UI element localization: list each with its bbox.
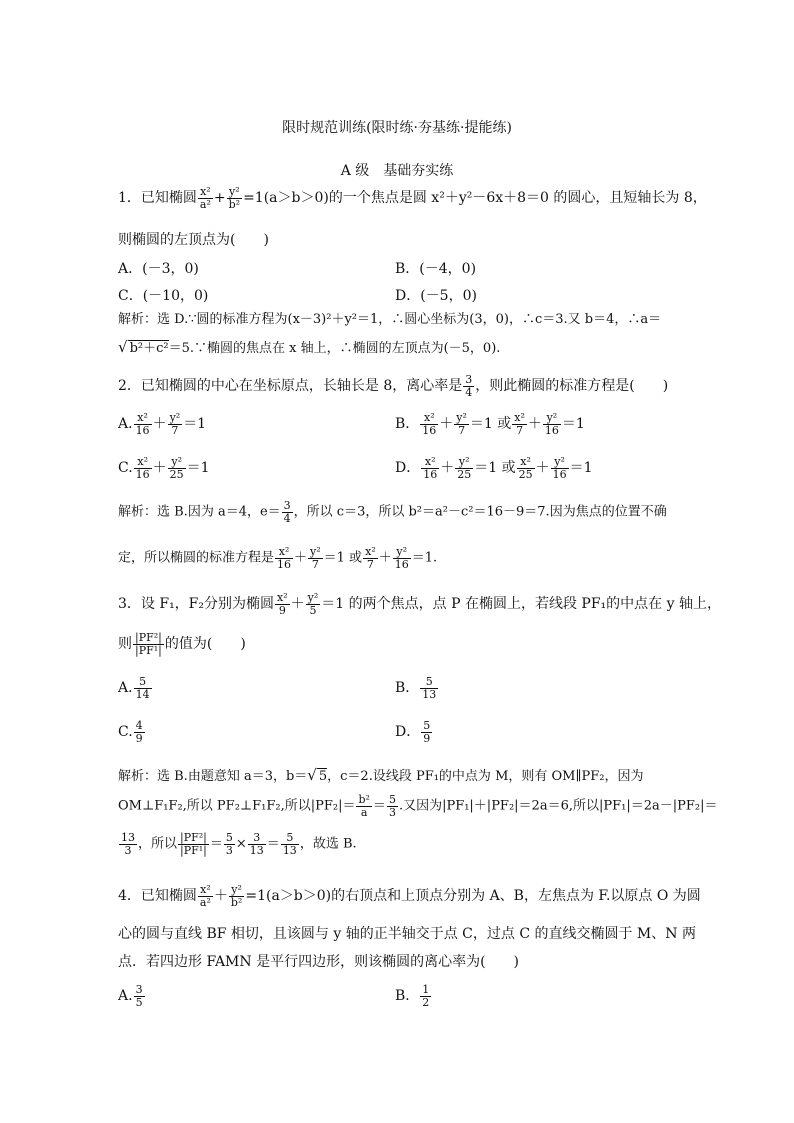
option-d: D．(－5，0) — [395, 288, 477, 304]
section-heading: A 级 基础夯实练 — [340, 163, 454, 179]
option-c: C. $\frac{\text{x²}}{16}$ ＋ $\frac{\text{y²}}{25}$ ＝1 — [118, 455, 210, 481]
solution-3-line1: 解析：选 B.由题意知 a＝3，b＝√ 5，c＝2.设线段 PF₁的中点为 M，则有 OM∥PF₂，因为 — [118, 766, 644, 784]
solution-1-line2: √ b²＋c²＝5.∵椭圆的焦点在 x 轴上，∴椭圆的左顶点为(－5，0). — [118, 338, 501, 356]
solution-2-line1: 解析：选 B.因为 a＝4，e＝ $\frac{3}{4}$ ，所以 c＝3，所以 b²＝a²－c²＝16－9＝7.因为焦点的位置不确 — [118, 499, 667, 525]
page-title: 限时规范训练(限时练·夯基练·提能练) — [282, 120, 512, 136]
question-3-stem-line2: 则 $\frac{\text{|PF²|}}{\text{|PF¹|}}$ 的值为( ) — [118, 631, 246, 657]
option-a: A．(－3，0) — [118, 261, 199, 277]
solution-3-line3: $\frac{13}{3}$ ，所以 $\frac{\text{|PF²|}}{\text{|PF¹|}}$ ＝ $\frac{5}{3}$ × $\frac{3}{13}$ ＝ $\frac{5}{13}$ ，故选 B. — [121, 831, 357, 857]
solution-2-line2: 定，所以椭圆的标准方程是 $\frac{\text{x²}}{16}$ ＋ $\frac{\text{y²}}{7}$ ＝1 或 $\frac{\text{x²}}{7}$ ＋ $\frac{\text{y²}}{16}$ ＝1. — [118, 545, 438, 571]
fraction: $\frac{\text{y²}}{\text{b²}}$ — [228, 185, 241, 211]
question-4-stem: 4．已知椭圆 $\frac{\text{x²}}{\text{a²}}$ ＋ $\frac{\text{y²}}{\text{b²}}$ =1(a＞b＞0)的右顶点和上顶点分别为 A、B，左焦点为 F.以原点 O 为圆 — [118, 883, 701, 909]
option-c: C．(－10，0) — [118, 288, 209, 304]
question-1-stem: 1．已知椭圆 $\frac{\text{x²}}{\text{a²}}$ + $\frac{\text{y²}}{\text{b²}}$ =1(a＞b＞0)的一个焦点是圆 x²＋y²－6x＋8＝0 的圆心，且短轴长为 8， — [118, 185, 707, 211]
question-4-stem-line2: 心的圆与直线 BF 相切，且该圆与 y 轴的正半轴交于点 C，过点 C 的直线交椭圆于 M、N 两 — [118, 926, 696, 942]
solution-3-line2: OM⊥F₁F₂,所以 PF₂⊥F₁F₂,所以|PF₂|＝ $\frac{\text{b²}}{a}$ ＝ $\frac{5}{3}$ .又因为|PF₁|＋|PF₂|＝2a＝6,所以|PF₁|＝2a－|PF₂|＝ — [118, 793, 718, 819]
option-a: A. $\frac{\text{x²}}{16}$ ＋ $\frac{\text{y²}}{7}$ ＝1 — [118, 411, 207, 437]
fraction: $\frac{3}{4}$ — [465, 373, 473, 399]
option-b: B． $\frac{1}{2}$ — [395, 983, 430, 1009]
option-a: A. $\frac{5}{14}$ — [118, 675, 150, 701]
option-c: C. $\frac{4}{9}$ — [118, 719, 143, 745]
option-d: D． $\frac{\text{x²}}{16}$ ＋ $\frac{\text{y²}}{25}$ ＝1 或 $\frac{\text{x²}}{25}$ ＋ $\frac{\text{y²}}{16}$ ＝1 — [395, 455, 593, 481]
solution-1-line1: 解析：选 D.∵圆的标准方程为(x－3)²＋y²＝1，∴圆心坐标为(3，0)，∴c＝3.又 b＝4，∴a＝ — [118, 312, 662, 327]
question-4-stem-line3: 点．若四边形 FAMN 是平行四边形，则该椭圆的离心率为( ) — [118, 954, 520, 970]
fraction: $\frac{\text{x²}}{\text{a²}}$ — [199, 185, 211, 211]
question-1-stem-line2: 则椭圆的左顶点为( ) — [118, 232, 269, 248]
option-d: D． $\frac{5}{9}$ — [395, 719, 431, 745]
question-3-stem: 3．设 F₁，F₂分别为椭圆 $\frac{\text{x²}}{9}$ ＋ $\frac{\text{y²}}{5}$ ＝1 的两个焦点，点 P 在椭圆上，若线段 PF₁的中点在 y 轴上， — [118, 591, 721, 617]
option-b: B．(－4，0) — [395, 261, 477, 277]
option-b: B． $\frac{5}{13}$ — [395, 675, 437, 701]
option-b: B． $\frac{\text{x²}}{16}$ ＋ $\frac{\text{y²}}{7}$ ＝1 或 $\frac{\text{x²}}{7}$ ＋ $\frac{\text{y²}}{16}$ ＝1 — [395, 411, 585, 437]
question-2-stem: 2．已知椭圆的中心在坐标原点，长轴长是 8，离心率是 $\frac{3}{4}$ ，则此椭圆的标准方程是( ) — [118, 373, 669, 399]
option-a: A. $\frac{3}{5}$ — [118, 983, 143, 1009]
